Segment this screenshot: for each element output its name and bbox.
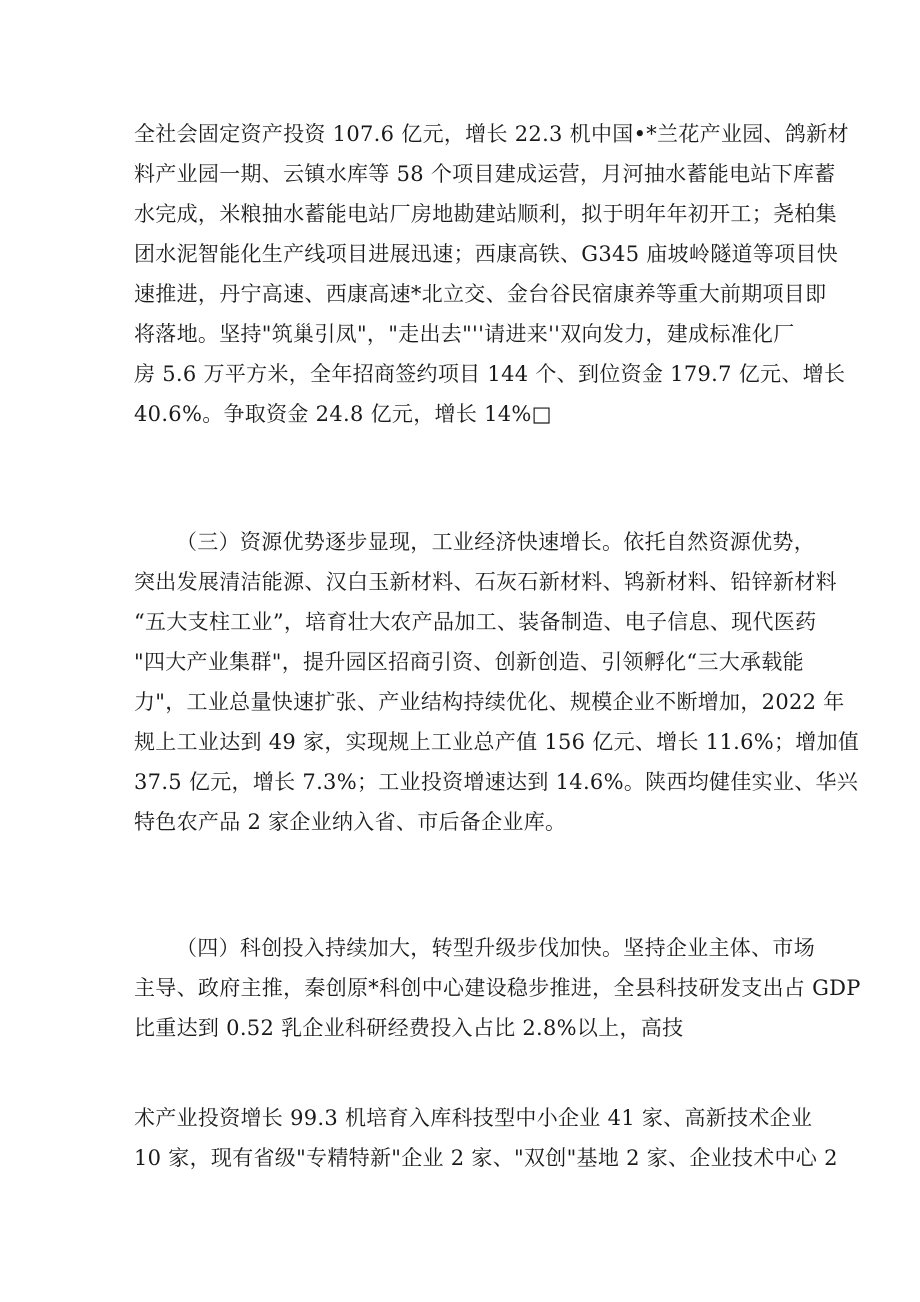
text-line: 团水泥智能化生产线项目进展迅速；西康高铁、G345 庙坡岭隧道等项目快 (134, 242, 839, 266)
text-line: 术产业投资增长 99.3 机培育入库科技型中小企业 41 家、高新技术企业 (134, 1106, 813, 1130)
text-line: "四大产业集群"，提升园区招商引资、创新创造、引领孵化“三大承载能 (134, 650, 804, 674)
paragraph-industry (134, 522, 860, 842)
text-line: 突出发展清洁能源、汉白玉新材料、石灰石新材料、鸨新材料、铅锌新材料 (134, 570, 837, 594)
text-line: 将落地。坚持"筑巢引凤"，"走出去"''请进来''双向发力，建成标准化厂 (134, 322, 795, 346)
paragraph-investment (134, 114, 849, 434)
text-line: 房 5.6 万平方米，全年招商签约项目 144 个、到位资金 179.7 亿元、增长 (134, 362, 846, 386)
paragraph-innovation (134, 928, 861, 1048)
text-line: 10 家，现有省级"专精特新"企业 2 家、"双创"基地 2 家、企业技术中心 2 (134, 1146, 838, 1170)
text-line: 特色农产品 2 家企业纳入省、市后备企业库。 (134, 810, 567, 834)
section-heading-line: （三）资源优势逐步显现，工业经济快速增长。依托自然资源优势， (176, 530, 815, 554)
text-line: 比重达到 0.52 乳企业科研经费投入占比 2.8%以上，高技 (134, 1016, 684, 1040)
text-line: 主导、政府主推，秦创原*科创中心建设稳步推进，全县科技研发支出占 GDP (134, 976, 861, 1000)
text-line: 水完成，米粮抽水蓄能电站厂房地勘建站顺利，拟于明年年初开工；尧柏集 (134, 202, 837, 226)
text-line: “五大支柱工业”，培育壮大农产品加工、装备制造、电子信息、现代医药 (134, 610, 817, 634)
paragraph-innovation-continued (134, 1098, 838, 1178)
text-line: 力"，工业总量快速扩张、产业结构持续优化、规模企业不断增加，2022 年 (134, 690, 845, 714)
text-line: 料产业园一期、云镇水库等 58 个项目建成运营，月河抽水蓄能电站下库蓄 (134, 162, 836, 186)
section-heading-line: （四）科创投入持续加大，转型升级步伐加快。坚持企业主体、市场 (176, 936, 815, 960)
text-line: 全社会固定资产投资 107.6 亿元，增长 22.3 机中国•*兰花产业园、鸽新材 (134, 122, 849, 146)
text-line: 速推进，丹宁高速、西康高速*北立交、金台谷民宿康养等重大前期项目即 (134, 282, 827, 306)
text-line: 规上工业达到 49 家，实现规上工业总产值 156 亿元、增长 11.6%；增加值 (134, 730, 860, 754)
text-line: 40.6%。争取资金 24.8 亿元，增长 14%□ (134, 402, 552, 426)
text-line: 37.5 亿元，增长 7.3%；工业投资增速达到 14.6%。陕西均健佳实业、华兴 (134, 770, 859, 794)
